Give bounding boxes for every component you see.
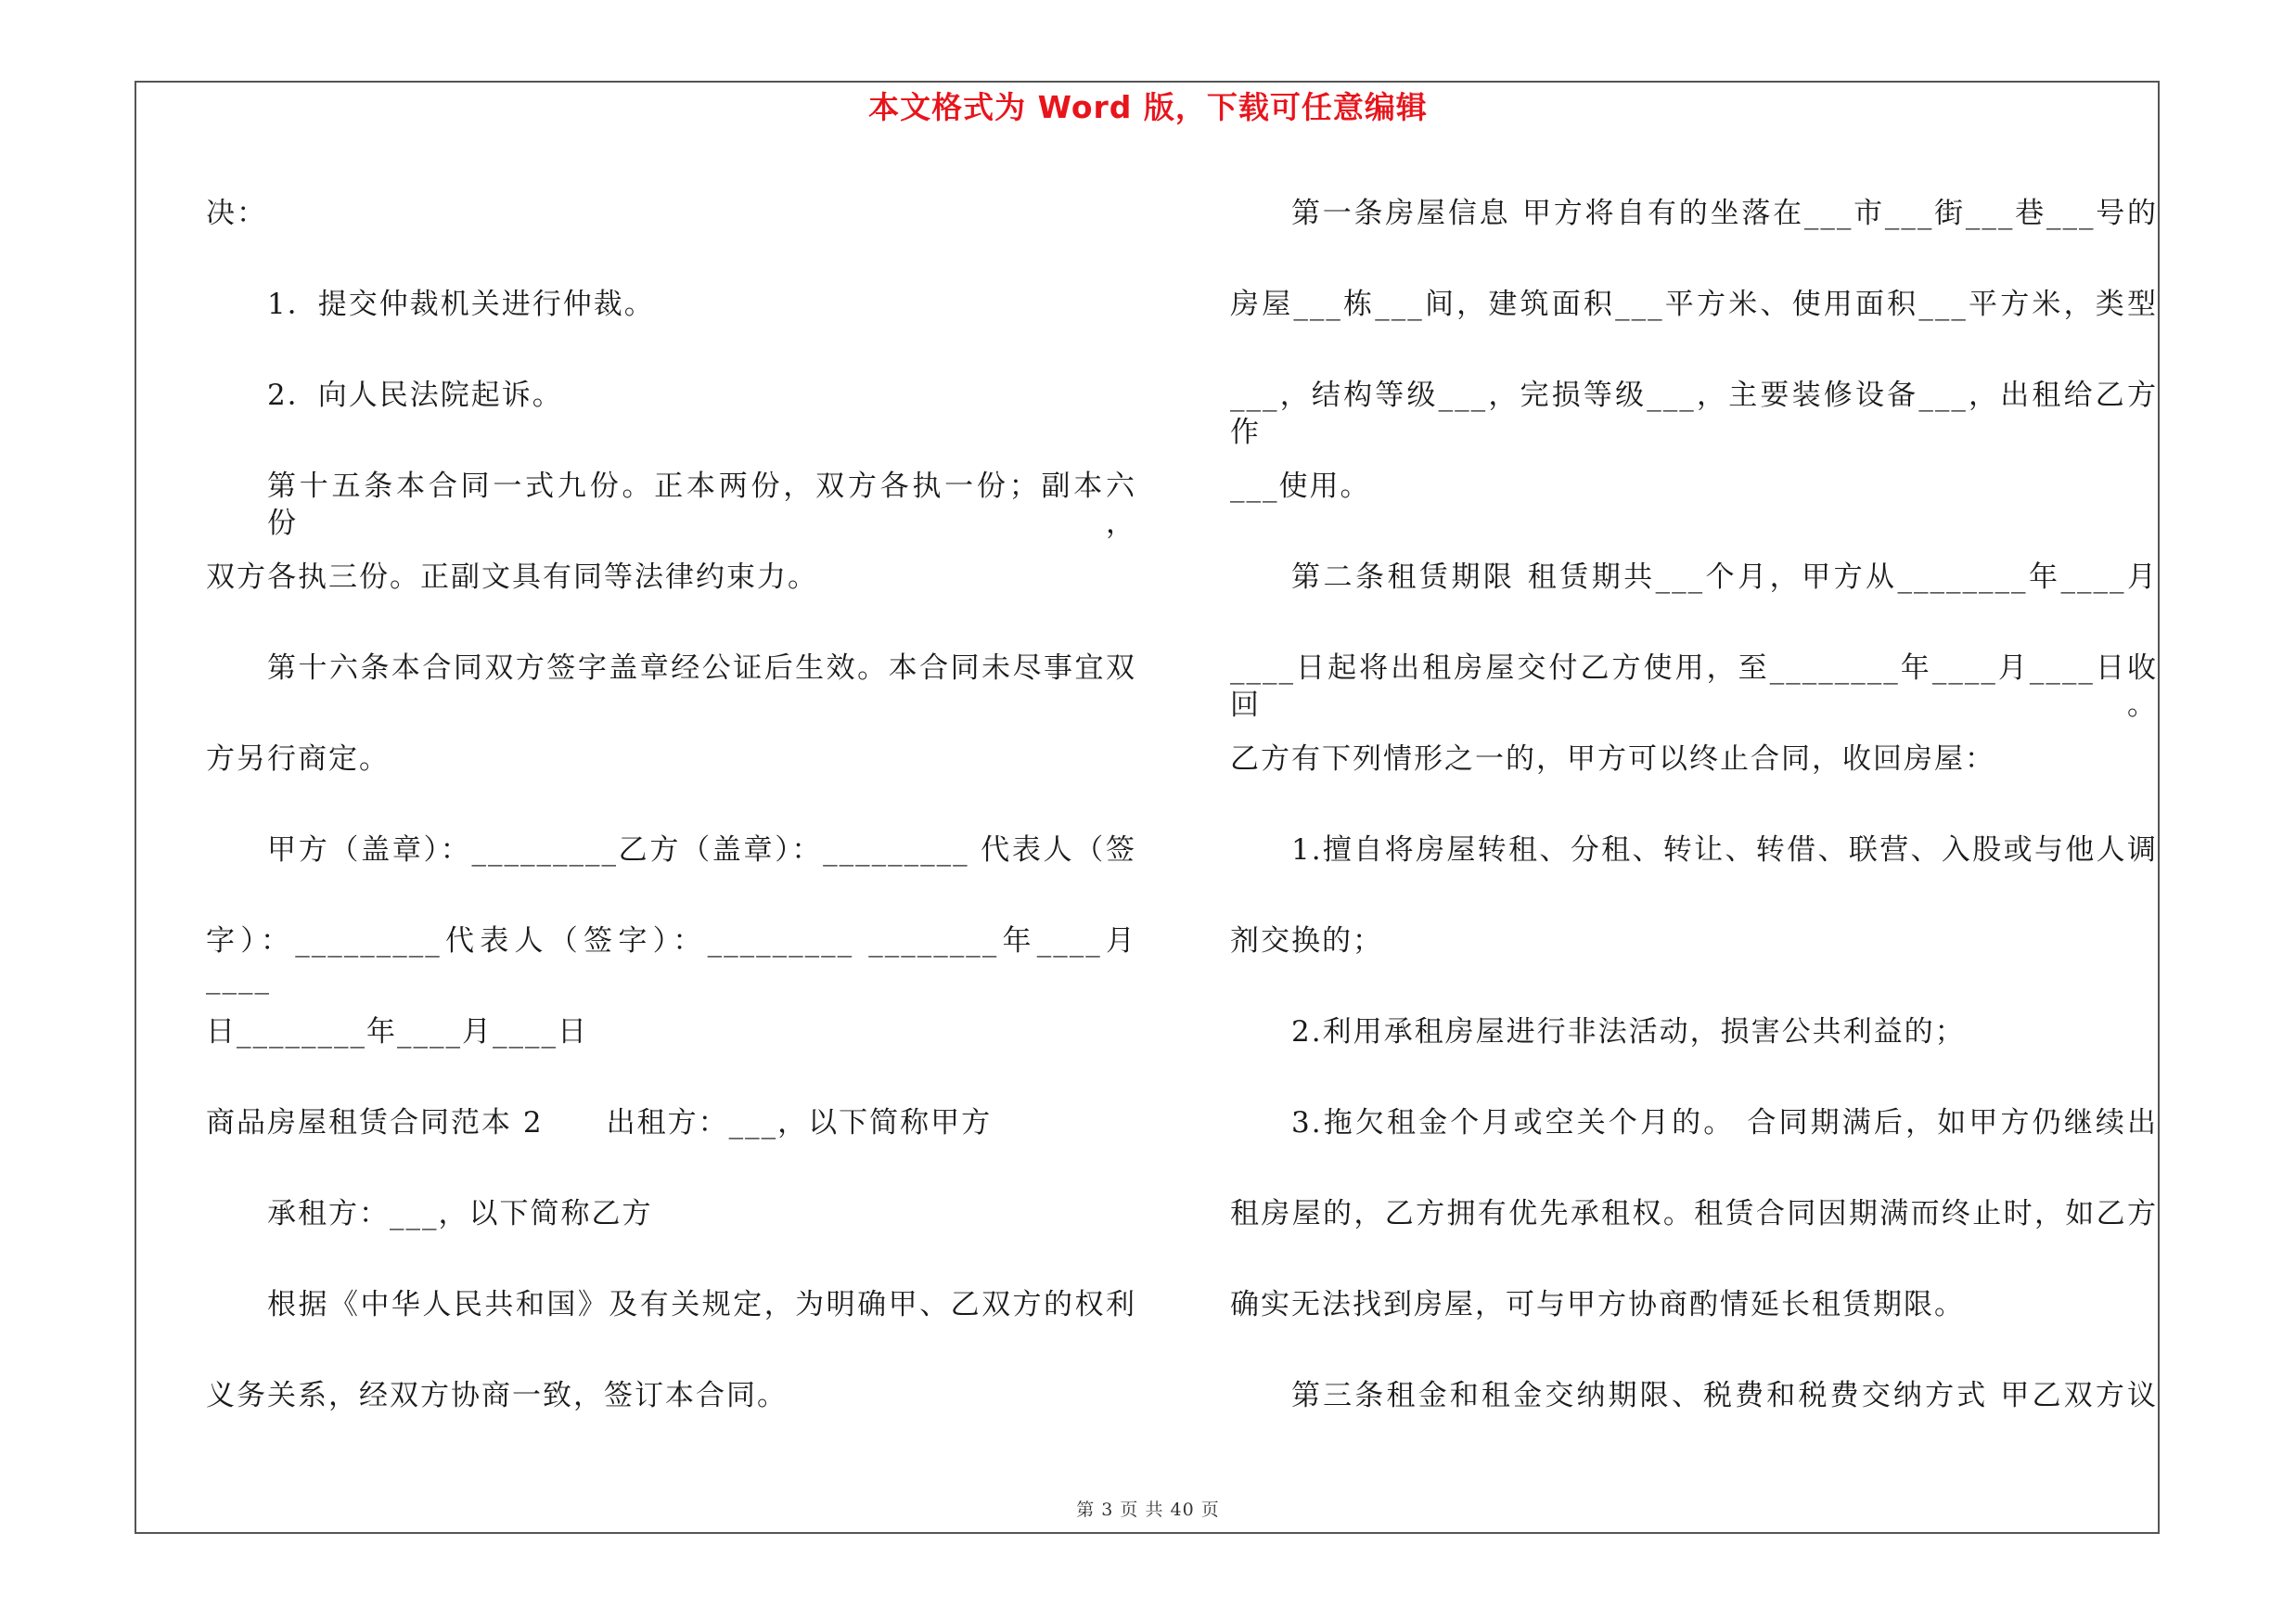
text-line: 房屋___栋___间，建筑面积___平方米、使用面积___平方米，类型 (1230, 288, 2158, 321)
signature-line: 字）：_________代表人（签字）：_________ ________年____月____ (206, 924, 1136, 995)
text-line: ____日起将出租房屋交付乙方使用，至________年____月____日收回。 (1230, 651, 2158, 722)
text-line: 决： (206, 197, 267, 230)
text-line: 义务关系，经双方协商一致，签订本合同。 (206, 1379, 788, 1412)
text-line: 第十六条本合同双方签字盖章经公证后生效。本合同未尽事宜双 (267, 651, 1136, 685)
text-line: 双方各执三份。正副文具有同等法律约束力。 (206, 560, 818, 594)
contract-title-line (206, 1104, 992, 1141)
text-line: 第三条租金和租金交纳期限、税费和税费交纳方式 甲乙双方议 (1291, 1379, 2158, 1412)
list-item: 1.擅自将房屋转租、分租、转让、转借、联营、入股或与他人调 (1291, 833, 2158, 867)
contract-title: 商品房屋租赁合同范本 2 (206, 1106, 544, 1140)
list-item: 1．提交仲裁机关进行仲裁。 (267, 288, 655, 321)
text-line: ___，结构等级___，完损等级___，主要装修设备___，出租给乙方作 (1230, 379, 2158, 449)
list-item: 2．向人民法院起诉。 (267, 379, 563, 412)
text-line: 根据《中华人民共和国》及有关规定，为明确甲、乙双方的权利 (267, 1288, 1136, 1321)
format-banner: 本文格式为 Word 版，下载可任意编辑 (868, 89, 1428, 125)
signature-line: 甲方（盖章）：_________乙方（盖章）：_________ 代表人（签 (267, 833, 1136, 867)
text-line: 确实无法找到房屋，可与甲方协商酌情延长租赁期限。 (1230, 1288, 1965, 1321)
text-line: 剂交换的； (1230, 924, 1383, 958)
text-line: 租房屋的，乙方拥有优先承租权。租赁合同因期满而终止时，如乙方 (1230, 1197, 2158, 1230)
text-line: 第二条租赁期限 租赁期共___个月，甲方从________年____月 (1291, 560, 2158, 594)
lessor-line: 出租方：___，以下简称甲方 (606, 1106, 993, 1140)
page-number: 第 3 页 共 40 页 (1076, 1500, 1220, 1520)
date-line: 日________年____月____日 (206, 1015, 588, 1049)
text-line: 第十五条本合同一式九份。正本两份，双方各执一份；副本六份， (267, 470, 1136, 540)
text-line: 第一条房屋信息 甲方将自有的坐落在___市___街___巷___号的 (1291, 197, 2158, 230)
text-line: 乙方有下列情形之一的，甲方可以终止合同，收回房屋： (1230, 742, 1995, 776)
text-line: 方另行商定。 (206, 742, 390, 776)
text-line: ___使用。 (1230, 470, 1371, 503)
lessee-line: 承租方：___，以下简称乙方 (267, 1197, 653, 1230)
list-item: 3.拖欠租金个月或空关个月的。 合同期满后，如甲方仍继续出 (1291, 1106, 2158, 1140)
list-item: 2.利用承租房屋进行非法活动，损害公共利益的； (1291, 1015, 1966, 1049)
